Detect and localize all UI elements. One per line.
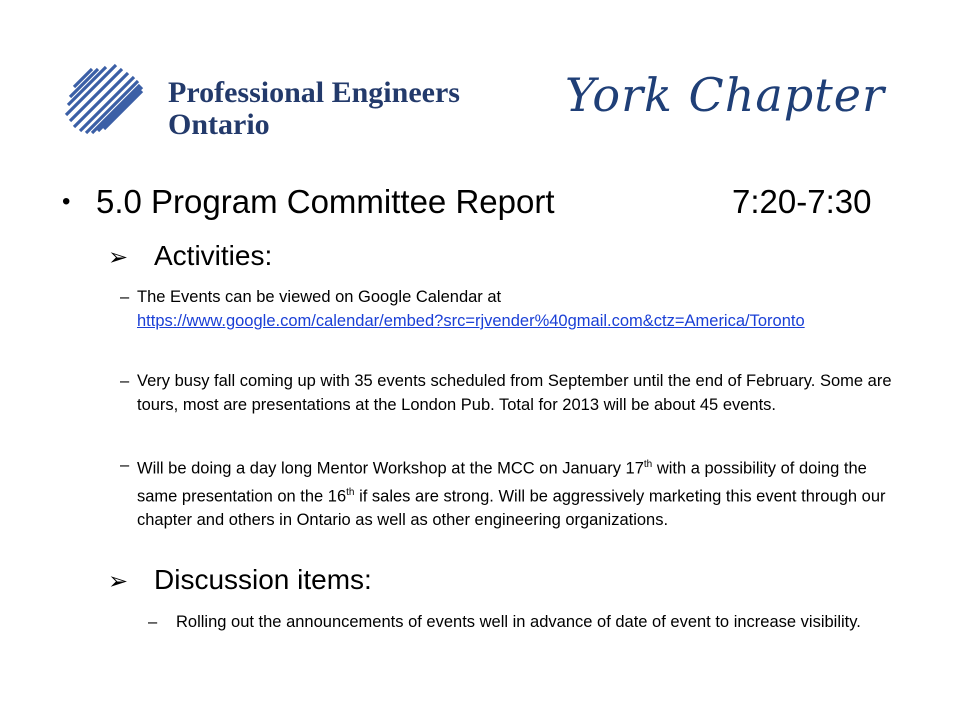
org-name [168, 77, 460, 141]
item-dash: – [148, 613, 158, 631]
calendar-text: The Events can be viewed on Google Calendar at [137, 288, 502, 306]
discussion-heading-text: Discussion items: [154, 564, 372, 595]
activities-heading [108, 238, 272, 276]
activities-heading-text: Activities: [154, 240, 273, 271]
org-name-line2: Ontario [168, 108, 270, 141]
org-name-line1: Professional Engineers [168, 76, 460, 109]
item-dash: – [120, 456, 130, 474]
item-dash: – [120, 372, 130, 390]
peo-logo [60, 45, 460, 145]
title-bullet: • [62, 188, 71, 215]
calendar-link[interactable]: https://www.google.com/calendar/embed?src=rjvender%40gmail.com&ctz=America/Toronto [137, 312, 805, 330]
arrow-bullet-icon: ➢ [108, 244, 129, 271]
slide-title [62, 180, 922, 224]
title-text: 5.0 Program Committee Report [96, 183, 555, 220]
arrow-bullet-icon: ➢ [108, 568, 129, 595]
peo-logo-mark-icon [60, 45, 170, 155]
discussion-item-text: Rolling out the announcements of events well in advance of date of event to increase visibility. [176, 613, 861, 631]
title-time: 7:20-7:30 [732, 183, 872, 220]
mentor-workshop-text: Will be doing a day long Mentor Workshop at the MCC on January 17th with a possibility of doing the same presentation on the 16th if sales are strong. Will be aggressively marketing this event through our chapter and others in Ontario as well as other engineering organizations. [137, 459, 886, 529]
discussion-heading [108, 562, 372, 600]
fall-events-text: Very busy fall coming up with 35 events scheduled from September until the end of February. Some are tours, most are presentations at the London Pub. Total for 2013 will be about 45 events. [137, 372, 892, 414]
item-dash: – [120, 288, 130, 306]
chapter-title: York Chapter [565, 68, 885, 122]
